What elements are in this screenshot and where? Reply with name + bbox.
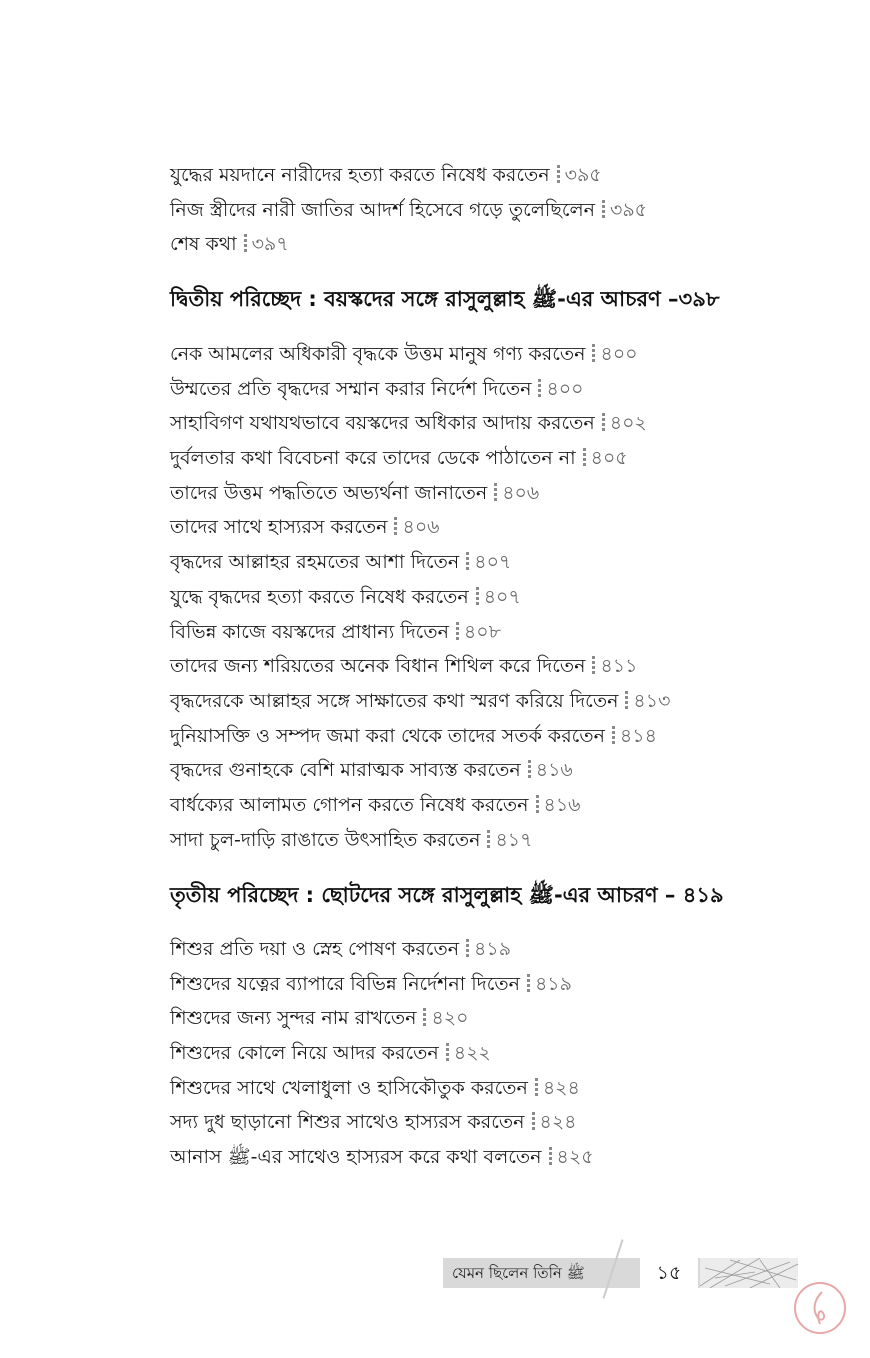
entry-title: আনাস ﷺ-এর সাথেও হাস্যরস করে কথা বলতেন xyxy=(170,1146,542,1169)
entry-page-number: ৪০৬ xyxy=(402,516,440,539)
entry-page-number: ৪১১ xyxy=(600,655,638,678)
entry-page-number: ৪২৪ xyxy=(542,1076,580,1099)
toc-entry xyxy=(170,580,790,615)
entry-title: সাহাবিগণ যথাযথভাবে বয়স্কদের অধিকার আদায় করতেন xyxy=(170,412,595,435)
entry-page-number: ৪০৭ xyxy=(474,551,512,574)
entry-title: যুদ্ধের ময়দানে নারীদের হত্যা করতে নিষেধ করতেন xyxy=(170,164,550,186)
toc-list-section-2 xyxy=(170,337,790,857)
toc-entry xyxy=(170,753,790,788)
entry-title: নেক আমলের অধিকারী বৃদ্ধকে উত্তম মানুষ গণ্য করতেন xyxy=(170,343,586,365)
dotted-separator-icon xyxy=(583,448,586,467)
toc-entry xyxy=(170,193,790,228)
entry-title: শিশুদের কোলে নিয়ে আদর করতেন xyxy=(170,1042,439,1065)
toc-entry xyxy=(170,545,790,580)
toc-entry xyxy=(170,441,790,476)
entry-page-number: ৪১৯ xyxy=(534,972,572,995)
entry-title: তাদের জন্য শরিয়তের অনেক বিধান শিথিল করে দিতেন xyxy=(170,655,586,678)
entry-page-number: ৪২৪ xyxy=(539,1111,577,1134)
entry-title: উম্মতের প্রতি বৃদ্ধদের সম্মান করার নির্দেশ দিতেন xyxy=(170,377,532,400)
toc-entry xyxy=(170,967,790,1002)
entry-page-number: ৪১৬ xyxy=(535,759,573,782)
entry-page-number: ৪১৪ xyxy=(619,724,657,747)
dotted-separator-icon xyxy=(592,656,595,675)
entry-title: বার্ধক্যের আলামত গোপন করতে নিষেধ করতেন xyxy=(170,793,529,816)
entry-title: সদ্য দুধ ছাড়ানো শিশুর সাথেও হাস্যরস করতেন xyxy=(170,1111,525,1134)
entry-title: শিশুদের জন্য সুন্দর নাম রাখতেন xyxy=(170,1007,417,1030)
footer-book-title: যেমন ছিলেন তিনি ﷺ xyxy=(452,1264,585,1282)
dotted-separator-icon xyxy=(487,830,490,849)
entry-title: বিভিন্ন কাজে বয়স্কদের প্রাধান্য দিতেন xyxy=(170,620,449,643)
dotted-separator-icon xyxy=(466,552,469,571)
toc-entry xyxy=(170,1105,790,1140)
dotted-separator-icon xyxy=(538,379,541,398)
toc-entry xyxy=(170,406,790,441)
dotted-separator-icon xyxy=(476,587,479,606)
entry-title: শিশুদের সাথে খেলাধুলা ও হাসিকৌতুক করতেন xyxy=(170,1076,528,1099)
entry-page-number: ৪২০ xyxy=(431,1007,469,1030)
dotted-separator-icon xyxy=(625,691,628,710)
dotted-separator-icon xyxy=(602,200,605,219)
toc-list-section-3 xyxy=(170,932,790,1175)
toc-entry xyxy=(170,788,790,823)
entry-page-number: ৪০০ xyxy=(600,343,638,365)
entry-page-number: ৩৯৫ xyxy=(610,198,648,221)
entry-page-number: ৪০২ xyxy=(609,412,647,435)
toc-entry xyxy=(170,719,790,754)
footer-pattern-icon xyxy=(700,1258,798,1288)
entry-title: বৃদ্ধদের গুনাহকে বেশি মারাত্মক সাব্যস্ত করতেন xyxy=(170,759,521,782)
toc-entry xyxy=(170,1071,790,1106)
dotted-separator-icon xyxy=(466,939,469,958)
entry-page-number: ৪২৫ xyxy=(556,1146,594,1169)
toc-entry xyxy=(170,1001,790,1036)
entry-title: দুনিয়াসক্তি ও সম্পদ জমা করা থেকে তাদের সতর্ক করতেন xyxy=(170,724,605,747)
toc-entry xyxy=(170,1140,790,1175)
dotted-separator-icon xyxy=(446,1043,449,1062)
entry-title: বৃদ্ধদের আল্লাহর রহমতের আশা দিতেন xyxy=(170,551,460,574)
entry-page-number: ৪০৫ xyxy=(590,447,628,470)
entry-page-number: ৪২২ xyxy=(453,1042,491,1065)
toc-entry xyxy=(170,684,790,719)
dotted-separator-icon xyxy=(557,165,560,184)
dotted-separator-icon xyxy=(532,1112,535,1131)
toc-entry xyxy=(170,615,790,650)
dotted-separator-icon xyxy=(244,234,247,253)
entry-page-number: ৪১৭ xyxy=(495,828,533,851)
footer-page-number: ১৫ xyxy=(640,1256,698,1290)
toc-list-top xyxy=(170,158,790,262)
entry-title: নিজ স্ত্রীদের নারী জাতির আদর্শ হিসেবে গড়ে তুলেছিলেন xyxy=(170,198,595,221)
entry-page-number: ৪১৬ xyxy=(543,793,581,816)
entry-title: শেষ কথা xyxy=(170,233,237,256)
dotted-separator-icon xyxy=(549,1147,552,1166)
entry-title: তাদের উত্তম পদ্ধতিতে অভ্যর্থনা জানাতেন xyxy=(170,481,488,504)
dotted-separator-icon xyxy=(494,483,497,502)
toc-entry xyxy=(170,337,790,372)
entry-page-number: ৪০৬ xyxy=(502,481,540,504)
toc-entry xyxy=(170,476,790,511)
dotted-separator-icon xyxy=(423,1008,426,1027)
dotted-separator-icon xyxy=(394,517,397,536)
entry-title: সাদা চুল-দাড়ি রাঙাতে উৎসাহিত করতেন xyxy=(170,828,481,851)
entry-title: তাদের সাথে হাস্যরস করতেন xyxy=(170,516,388,539)
chapter-heading-3: তৃতীয় পরিচ্ছেদ : ছোটদের সঙ্গে রাসুলুল্লাহ ﷺ-এর আচরণ – ৪১৯ xyxy=(170,883,724,907)
entry-title: শিশুর প্রতি দয়া ও স্নেহ পোষণ করতেন xyxy=(170,938,460,960)
chapter-heading-2: দ্বিতীয় পরিচ্ছেদ : বয়স্কদের সঙ্গে রাসুলুল্লাহ ﷺ-এর আচরণ –৩৯৮ xyxy=(170,287,720,311)
dotted-separator-icon xyxy=(527,974,530,993)
toc-entry xyxy=(170,932,790,967)
toc-entry xyxy=(170,510,790,545)
toc-entry xyxy=(170,158,790,193)
entry-title: শিশুদের যত্নের ব্যাপারে বিভিন্ন নির্দেশনা দিতেন xyxy=(170,972,520,995)
toc-entry xyxy=(170,823,790,858)
toc-entry xyxy=(170,227,790,262)
entry-page-number: ৪০৮ xyxy=(463,620,501,643)
dotted-separator-icon xyxy=(612,726,615,745)
dotted-separator-icon xyxy=(602,413,605,432)
toc-entry xyxy=(170,649,790,684)
entry-title: বৃদ্ধদেরকে আল্লাহর সঙ্গে সাক্ষাতের কথা স্মরণ করিয়ে দিতেন xyxy=(170,689,619,712)
entry-title: দুর্বলতার কথা বিবেচনা করে তাদের ডেকে পাঠাতেন না xyxy=(170,447,576,470)
entry-page-number: ৪১৯ xyxy=(474,938,512,960)
dotted-separator-icon xyxy=(528,760,531,779)
entry-page-number: ৩৯৫ xyxy=(564,164,602,186)
entry-page-number: ৪০০ xyxy=(546,377,584,400)
publisher-stamp-icon xyxy=(792,1280,848,1336)
entry-title: যুদ্ধে বৃদ্ধদের হত্যা করতে নিষেধ করতেন xyxy=(170,585,469,608)
dotted-separator-icon xyxy=(535,1078,538,1097)
dotted-separator-icon xyxy=(592,344,595,363)
entry-page-number: ৪০৭ xyxy=(483,585,521,608)
dotted-separator-icon xyxy=(536,795,539,814)
entry-page-number: ৪১৩ xyxy=(633,689,671,712)
dotted-separator-icon xyxy=(456,622,459,641)
entry-page-number: ৩৯৭ xyxy=(251,233,289,256)
toc-entry xyxy=(170,372,790,407)
toc-entry xyxy=(170,1036,790,1071)
